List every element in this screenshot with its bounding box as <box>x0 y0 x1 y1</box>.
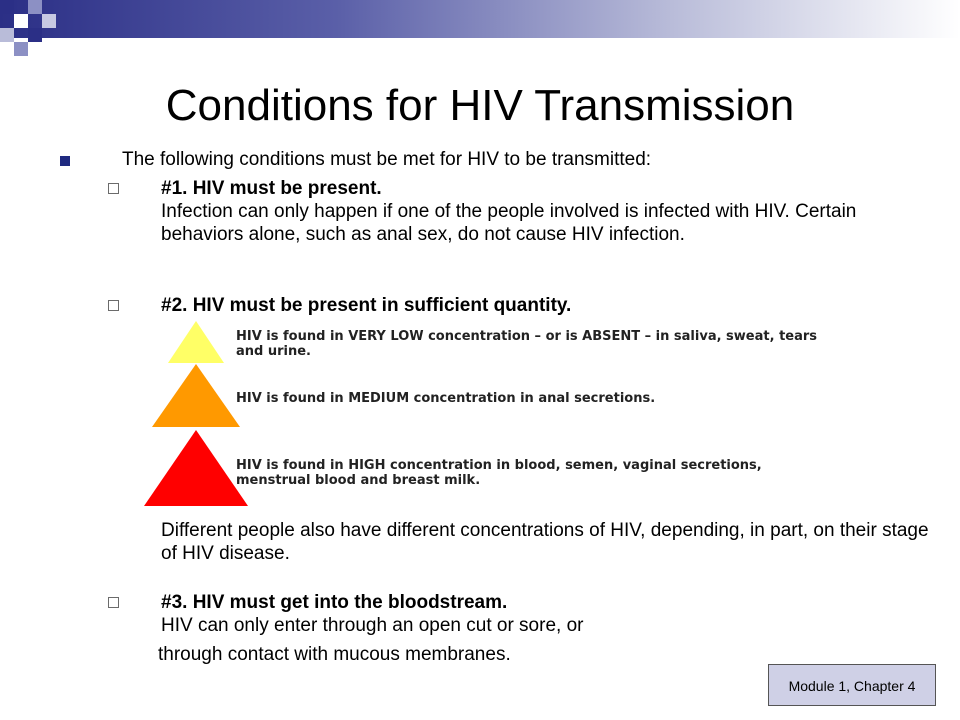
decor-square <box>28 0 42 14</box>
concentration-low-label: HIV is found in VERY LOW concentration – or is ABSENT – in saliva, sweat, tears and urine. <box>236 329 818 359</box>
header-gradient-bar <box>0 0 960 38</box>
condition-3 <box>161 591 931 637</box>
condition-2-heading: #2. HIV must be present in sufficient quantity. <box>161 295 572 316</box>
condition-1-heading: #1. HIV must be present. <box>161 178 382 199</box>
decor-square <box>14 14 28 28</box>
intro-text: The following conditions must be met for HIV to be transmitted: <box>122 149 652 170</box>
condition-3-body-continued: through contact with mucous membranes. <box>158 644 511 665</box>
decor-square <box>28 28 42 42</box>
triangle-high-icon <box>144 430 248 506</box>
hollow-bullet-icon <box>108 183 119 194</box>
hollow-bullet-icon <box>108 300 119 311</box>
concentration-medium-label: HIV is found in MEDIUM concentration in anal secretions. <box>236 391 656 406</box>
concentration-high-label: HIV is found in HIGH concentration in blood, semen, vaginal secretions, menstrual blood and breast milk. <box>236 458 762 488</box>
decor-square <box>42 14 56 28</box>
triangle-medium-icon <box>152 364 240 427</box>
condition-1-body: Infection can only happen if one of the people involved is infected with HIV. Certain behaviors alone, such as anal sex, do not cause HIV infection. <box>161 201 857 245</box>
triangle-low-icon <box>168 321 224 363</box>
decor-square <box>0 28 14 42</box>
hollow-bullet-icon <box>108 597 119 608</box>
bullet-square-icon <box>60 156 70 166</box>
slide-title: Conditions for HIV Transmission <box>165 81 795 130</box>
condition-3-heading: #3. HIV must get into the bloodstream. <box>161 592 508 613</box>
condition-1 <box>161 177 931 246</box>
decor-square <box>14 42 28 56</box>
condition-3-body: HIV can only enter through an open cut or sore, or <box>161 615 584 636</box>
decor-square <box>0 0 14 14</box>
module-chapter-badge: Module 1, Chapter 4 <box>768 664 936 706</box>
condition-2-body: Different people also have different concentrations of HIV, depending, in part, on their stage of HIV disease. <box>161 520 929 564</box>
